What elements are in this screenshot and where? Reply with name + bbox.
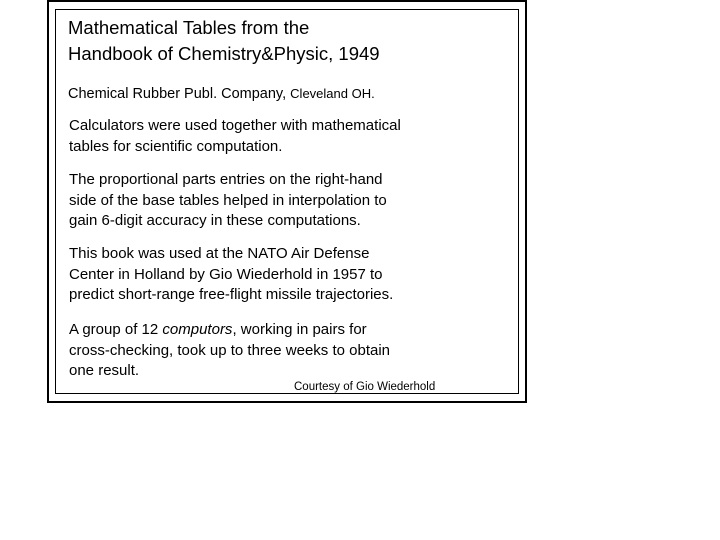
publisher-line — [68, 84, 375, 104]
slide-frame — [47, 0, 527, 403]
text-fragment: A group of 12 — [69, 321, 163, 338]
paragraph-line: side of the base tables helped in interpolation to — [69, 191, 387, 209]
paragraph-calculators — [69, 116, 401, 157]
paragraph-line: Center in Holland by Gio Wiederhold in 1957 to — [69, 265, 383, 283]
slide-title — [68, 15, 380, 67]
paragraph-line: tables for scientific computation. — [69, 137, 283, 155]
paragraph-line: cross-checking, took up to three weeks to obtain — [69, 341, 391, 359]
credit-caption: Courtesy of Gio Wiederhold — [294, 381, 436, 393]
paragraph-proportional-parts — [69, 170, 387, 232]
text-fragment: , working in pairs for — [232, 321, 367, 338]
emphasis-computors: computors — [162, 321, 233, 338]
paragraph-line: This book was used at the NATO Air Defense — [69, 245, 370, 262]
publisher-city: Cleveland OH. — [290, 86, 375, 101]
paragraph-line: Calculators were used together with mathematical — [69, 117, 401, 134]
paragraph-computors — [69, 320, 390, 382]
paragraph-line: predict short-range free-flight missile trajectories. — [69, 286, 394, 303]
paragraph-nato — [69, 244, 393, 306]
publisher-name: Chemical Rubber Publ. Company, — [68, 86, 287, 102]
paragraph-line — [69, 320, 390, 341]
paragraph-line: The proportional parts entries on the right-hand — [69, 171, 383, 188]
title-line-2: Handbook of Chemistry&Physic, 1949 — [68, 43, 380, 64]
paragraph-line: one result. — [69, 362, 140, 379]
title-line-1: Mathematical Tables from the — [68, 17, 310, 38]
paragraph-line: gain 6-digit accuracy in these computations. — [69, 212, 361, 229]
